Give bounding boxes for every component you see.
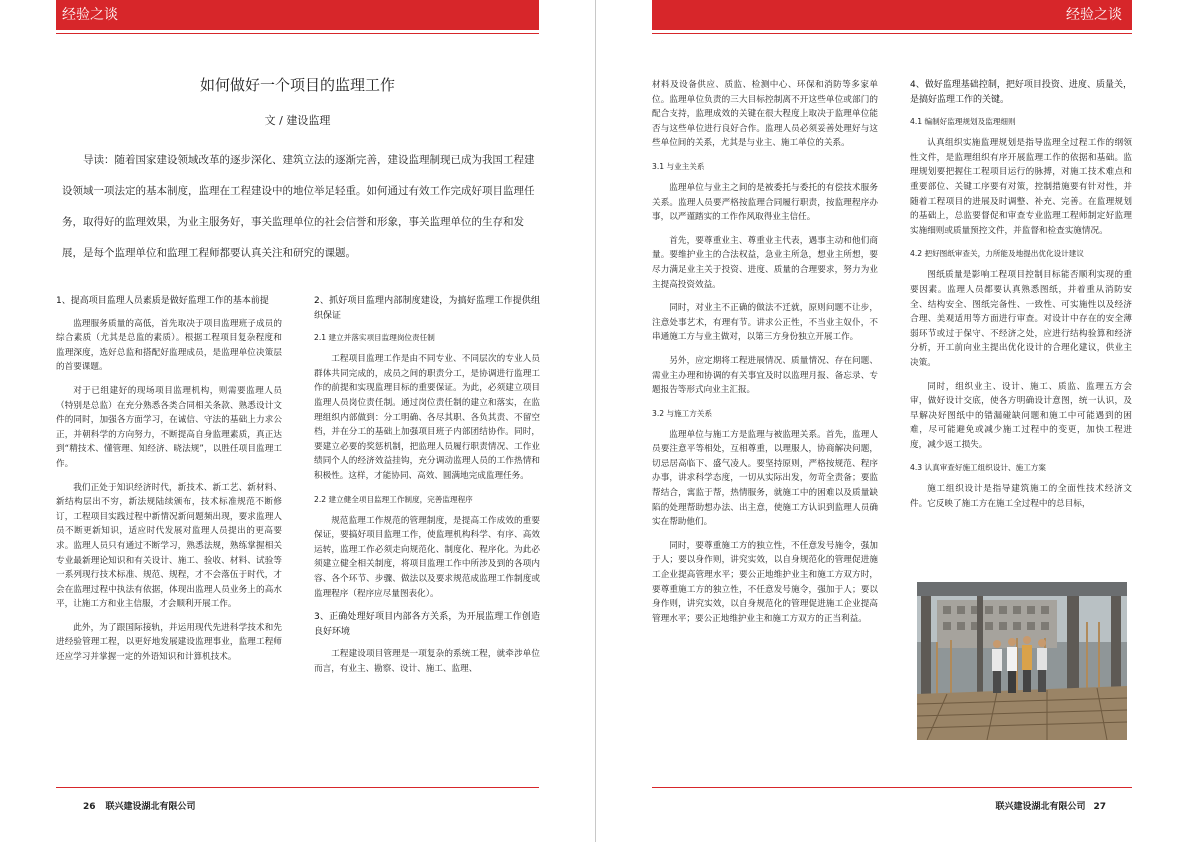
page-footer xyxy=(995,799,1106,812)
section-header-bar xyxy=(56,0,539,30)
left-page xyxy=(0,0,595,842)
paragraph: 图纸质量是影响工程项目控制目标能否顺利实现的重要因素。监理人员都要认真熟悉图纸，并着重从消防安全、结构安全、图纸完备性、一致性、可实施性以及经济合理、美观适用等方面进行审查。对设计中存在的安全薄弱环节或过于保守、不经济之处，应进行结构验算和经济分析，开工前向业主提出优化设计的合理化建议，供业主决策。 xyxy=(910,270,1132,368)
right-page xyxy=(596,0,1191,842)
section-heading-1: 1、提高项目监理人员素质是做好监理工作的基本前提 xyxy=(56,296,269,306)
footer-rule xyxy=(652,787,1132,788)
paragraph: 监理服务质量的高低，首先取决于项目监理班子成员的综合素质（尤其是总监的素质）。根据工程项目复杂程度和监理深度，选好总监和搭配好监理成员，是监理单位决策层的首要课题。 xyxy=(56,318,282,373)
paragraph: 监理单位与业主之间的是被委托与委托的有偿技术服务关系。监理人员要严格按监理合同履行职责，按监理程序办事，以严谨踏实的工作作风取得业主信任。 xyxy=(652,182,878,223)
subsection-heading-4-2: 4.2 把好图纸审查关，力所能及地提出优化设计建议 xyxy=(910,249,1084,259)
paragraph: 另外，应定期将工程进展情况、质量情况、存在问题、需业主办理和协调的有关事宜及时以监理月报、备忘录、专题报告等形式向业主汇报。 xyxy=(652,355,878,396)
section-heading-4: 4、做好监理基础控制，把好项目投资、进度、质量关，是搞好监理工作的关键。 xyxy=(910,80,1132,105)
paragraph: 施工组织设计是指导建筑施工的全面性技术经济文件。它反映了施工方在施工全过程中的总目标， xyxy=(910,484,1132,510)
paragraph: 工程项目监理工作是由不同专业、不同层次的专业人员群体共同完成的，成员之间的职责分工，是协调进行监理工作的前提和实现监理目标的重要保证。为此，必须建立项目监理人员岗位责任制。通过岗位责任制的建立和落实，在监理组织内部做到：分工明确、各尽其职、各负其责、不留空档，并在分工的基础上加强项目班子内部团结协作。同时，要建立必要的奖惩机制，把监理人员履行职责情况、工作业绩同个人的经济效益挂钩，充分调动监理人员的工作热情和积极性。这样，才能协同、高效、圆满地完成监理任务。 xyxy=(314,354,540,481)
subsection-heading-4-1: 4.1 编制好监理规划及监理细则 xyxy=(910,117,1016,127)
paragraph: 同时，要尊重施工方的独立性，不任意发号施令，强加于人；要以身作则，讲究实效，以自身规范化的管理促进施工企业提高管理水平；要公正地维护业主和施工方双方时，要尊重施工方的独立性，不任意发号施令，强加于人；要以身作则，讲究实效，以自身规范化的管理促进施工企业提高管理水平；要公正地维护业主和施工方双方的正当利益。 xyxy=(652,540,878,624)
construction-site-photo xyxy=(917,582,1127,740)
subsection-heading-4-3: 4.3 认真审查好施工组织设计、施工方案 xyxy=(910,463,1046,473)
paragraph: 同时，组织业主、设计、施工、质监、监理五方会审，做好设计交底，使各方明确设计意图，统一认识，及早解决好图纸中的错漏碰缺问题和施工中可能遇到的困难，尽可能避免或减少施工过程中的变更，加快工程进度，减少返工损失。 xyxy=(910,381,1132,450)
page-footer xyxy=(83,799,206,812)
paragraph: 此外，为了跟国际接轨，并运用现代先进科学技术和先进经验管理工程，以更好地发展建设监理事业，监理工程师还应学习并掌握一定的外语知识和计算机技术。 xyxy=(56,622,282,663)
section-heading-3: 3、正确处理好项目内部各方关系，为开展监理工作创造良好环境 xyxy=(314,612,540,637)
footer-rule xyxy=(56,787,539,788)
paragraph: 我们正处于知识经济时代，新技术、新工艺、新材料、新结构层出不穷，新法规陆续颁布，技术标准规范不断修订，工程项目实践过程中新情况新问题频出现，要求监理人员不断更新知识，适应时代发展对监理人员提出的更高要求。监理人员只有通过不断学习，熟悉法规，熟练掌握相关专业最新理论知识和有关设计、施工、验收、材料、试验等一系列现行技术标准、规范、规程，才不会落伍于时代，才会在监理过程中执法有依据，体现出监理人员业务上的高水平，让施工方和业主信服，才会顺利开展工作。 xyxy=(56,482,282,610)
column-1 xyxy=(56,294,282,674)
section-label: 经验之谈 xyxy=(62,7,118,23)
header-rule xyxy=(56,33,539,34)
column-3 xyxy=(652,78,878,635)
section-label: 经验之谈 xyxy=(1066,7,1122,23)
paragraph: 认真组织实施监理规划是指导监理全过程工作的纲领性文件，是监理组织有序开展监理工作的依据和基础。监理规划要把握住工程项目运行的脉搏，对施工技术难点和重要部位、关键工序要有对策，控制措施要有针对性，并随着工程项目的进展及时调整、补充、完善。在监理规划的基础上，总监要督促和审查专业监理工程师制定好监理实施细则或质量预控文件，并监督和检查实施情况。 xyxy=(910,138,1132,236)
paragraph: 材料及设备供应、质监、检测中心、环保和消防等多家单位。监理单位负责的三大目标控制离不开这些单位或部门的配合支持，监理成效的关键在很大程度上取决于监理单位能否与这些单位进行良好合作。监理人员必须妥善处理好与这些单位间的关系，尤其是与业主、施工单位的关系。 xyxy=(652,80,878,149)
subsection-heading-3-2: 3.2 与施工方关系 xyxy=(652,408,713,418)
company-name: 联兴建设湖北有限公司 xyxy=(995,802,1086,812)
construction-site-photo-illustration xyxy=(917,582,1127,740)
page-number: 26 xyxy=(83,802,96,812)
section-heading-2: 2、抓好项目监理内部制度建设，为搞好监理工作提供组织保证 xyxy=(314,296,540,321)
paragraph: 规范监理工作规范的管理制度，是提高工作成效的重要保证，要搞好项目监理工作，使监理机构科学、有序、高效运转，监理工作必须走向规范化、制度化、程序化。为此必须建立健全相关制度，将项目监理工作中所涉及到的各项内容、各个环节、步骤、做法以及要求规范成监理工作制度或监理程序（程序应尽量图表化）。 xyxy=(314,515,540,599)
company-name: 联兴建设湖北有限公司 xyxy=(105,802,196,812)
article-title: 如何做好一个项目的监理工作 xyxy=(199,76,395,94)
subsection-heading-2-2: 2.2 建立健全项目监理工作制度，完善监理程序 xyxy=(314,494,473,504)
article-byline: 文 / 建设监理 xyxy=(264,114,331,127)
paragraph: 首先，要尊重业主、尊重业主代表，遇事主动和他们商量。要维护业主的合法权益，急业主所急，想业主所想，要尽力满足业主关于投资、进度、质量的合理要求，努力为业主提高投资效益。 xyxy=(652,235,878,290)
paragraph: 对于已组建好的现场项目监理机构，则需要监理人员（特别是总监）在充分熟悉各类合同相关条款、熟悉设计文件的同时，加强各方面学习，在诚信、守法的基础上力求公正，并朝科学的方向努力，不断提高自身监理素质，真正达到“精技术、懂管理、知经济、晓法规”，以胜任项目监理工作。 xyxy=(56,385,282,469)
subsection-heading-3-1: 3.1 与业主关系 xyxy=(652,161,705,171)
paragraph: 工程建设项目管理是一项复杂的系统工程，就牵涉单位而言，有业主、勘察、设计、施工、监理、 xyxy=(314,649,540,674)
page-number: 27 xyxy=(1093,802,1106,812)
section-header-bar xyxy=(652,0,1132,30)
header-rule xyxy=(652,33,1132,34)
paragraph: 同时，对业主不正确的做法不迁就，原则问题不让步，注意处事艺术，有理有节。讲求公正性，不当业主奴仆，不串通施工方与业主做对，以第三方身份独立开展工作。 xyxy=(652,303,878,343)
article-intro: 导读：随着国家建设领域改革的逐步深化、建筑立法的逐渐完善，建设监理制现已成为我国工程建设领域一项法定的基本制度，监理在工程建设中的地位举足轻重。如何通过有效工作完成好项目监理任务，取得好的监理效果，为业主服务好，事关监理单位的社会信誉和形象，事关监理单位的生存和发展，是每个监理单位和监理工程师都要认真关注和研究的课题。 xyxy=(62,154,535,259)
paragraph: 监理单位与施工方是监理与被监理关系。首先，监理人员要注意平等相处，互相尊重，以理服人，协商解决问题，切忌居高临下、盛气凌人。要坚持原则，严格按规范、程序办事，讲求科学态度，一切从实际出发，勿苛全责备；要监帮结合，寓监于帮，热情服务，就施工中的困难以及质量缺陷的处理帮助想办法、出主意，使施工方认识到监理人员确实在帮助他们。 xyxy=(652,429,878,528)
column-4 xyxy=(910,78,1132,521)
column-2 xyxy=(314,294,540,685)
subsection-heading-2-1: 2.1 建立并落实项目监理岗位责任制 xyxy=(314,333,435,343)
